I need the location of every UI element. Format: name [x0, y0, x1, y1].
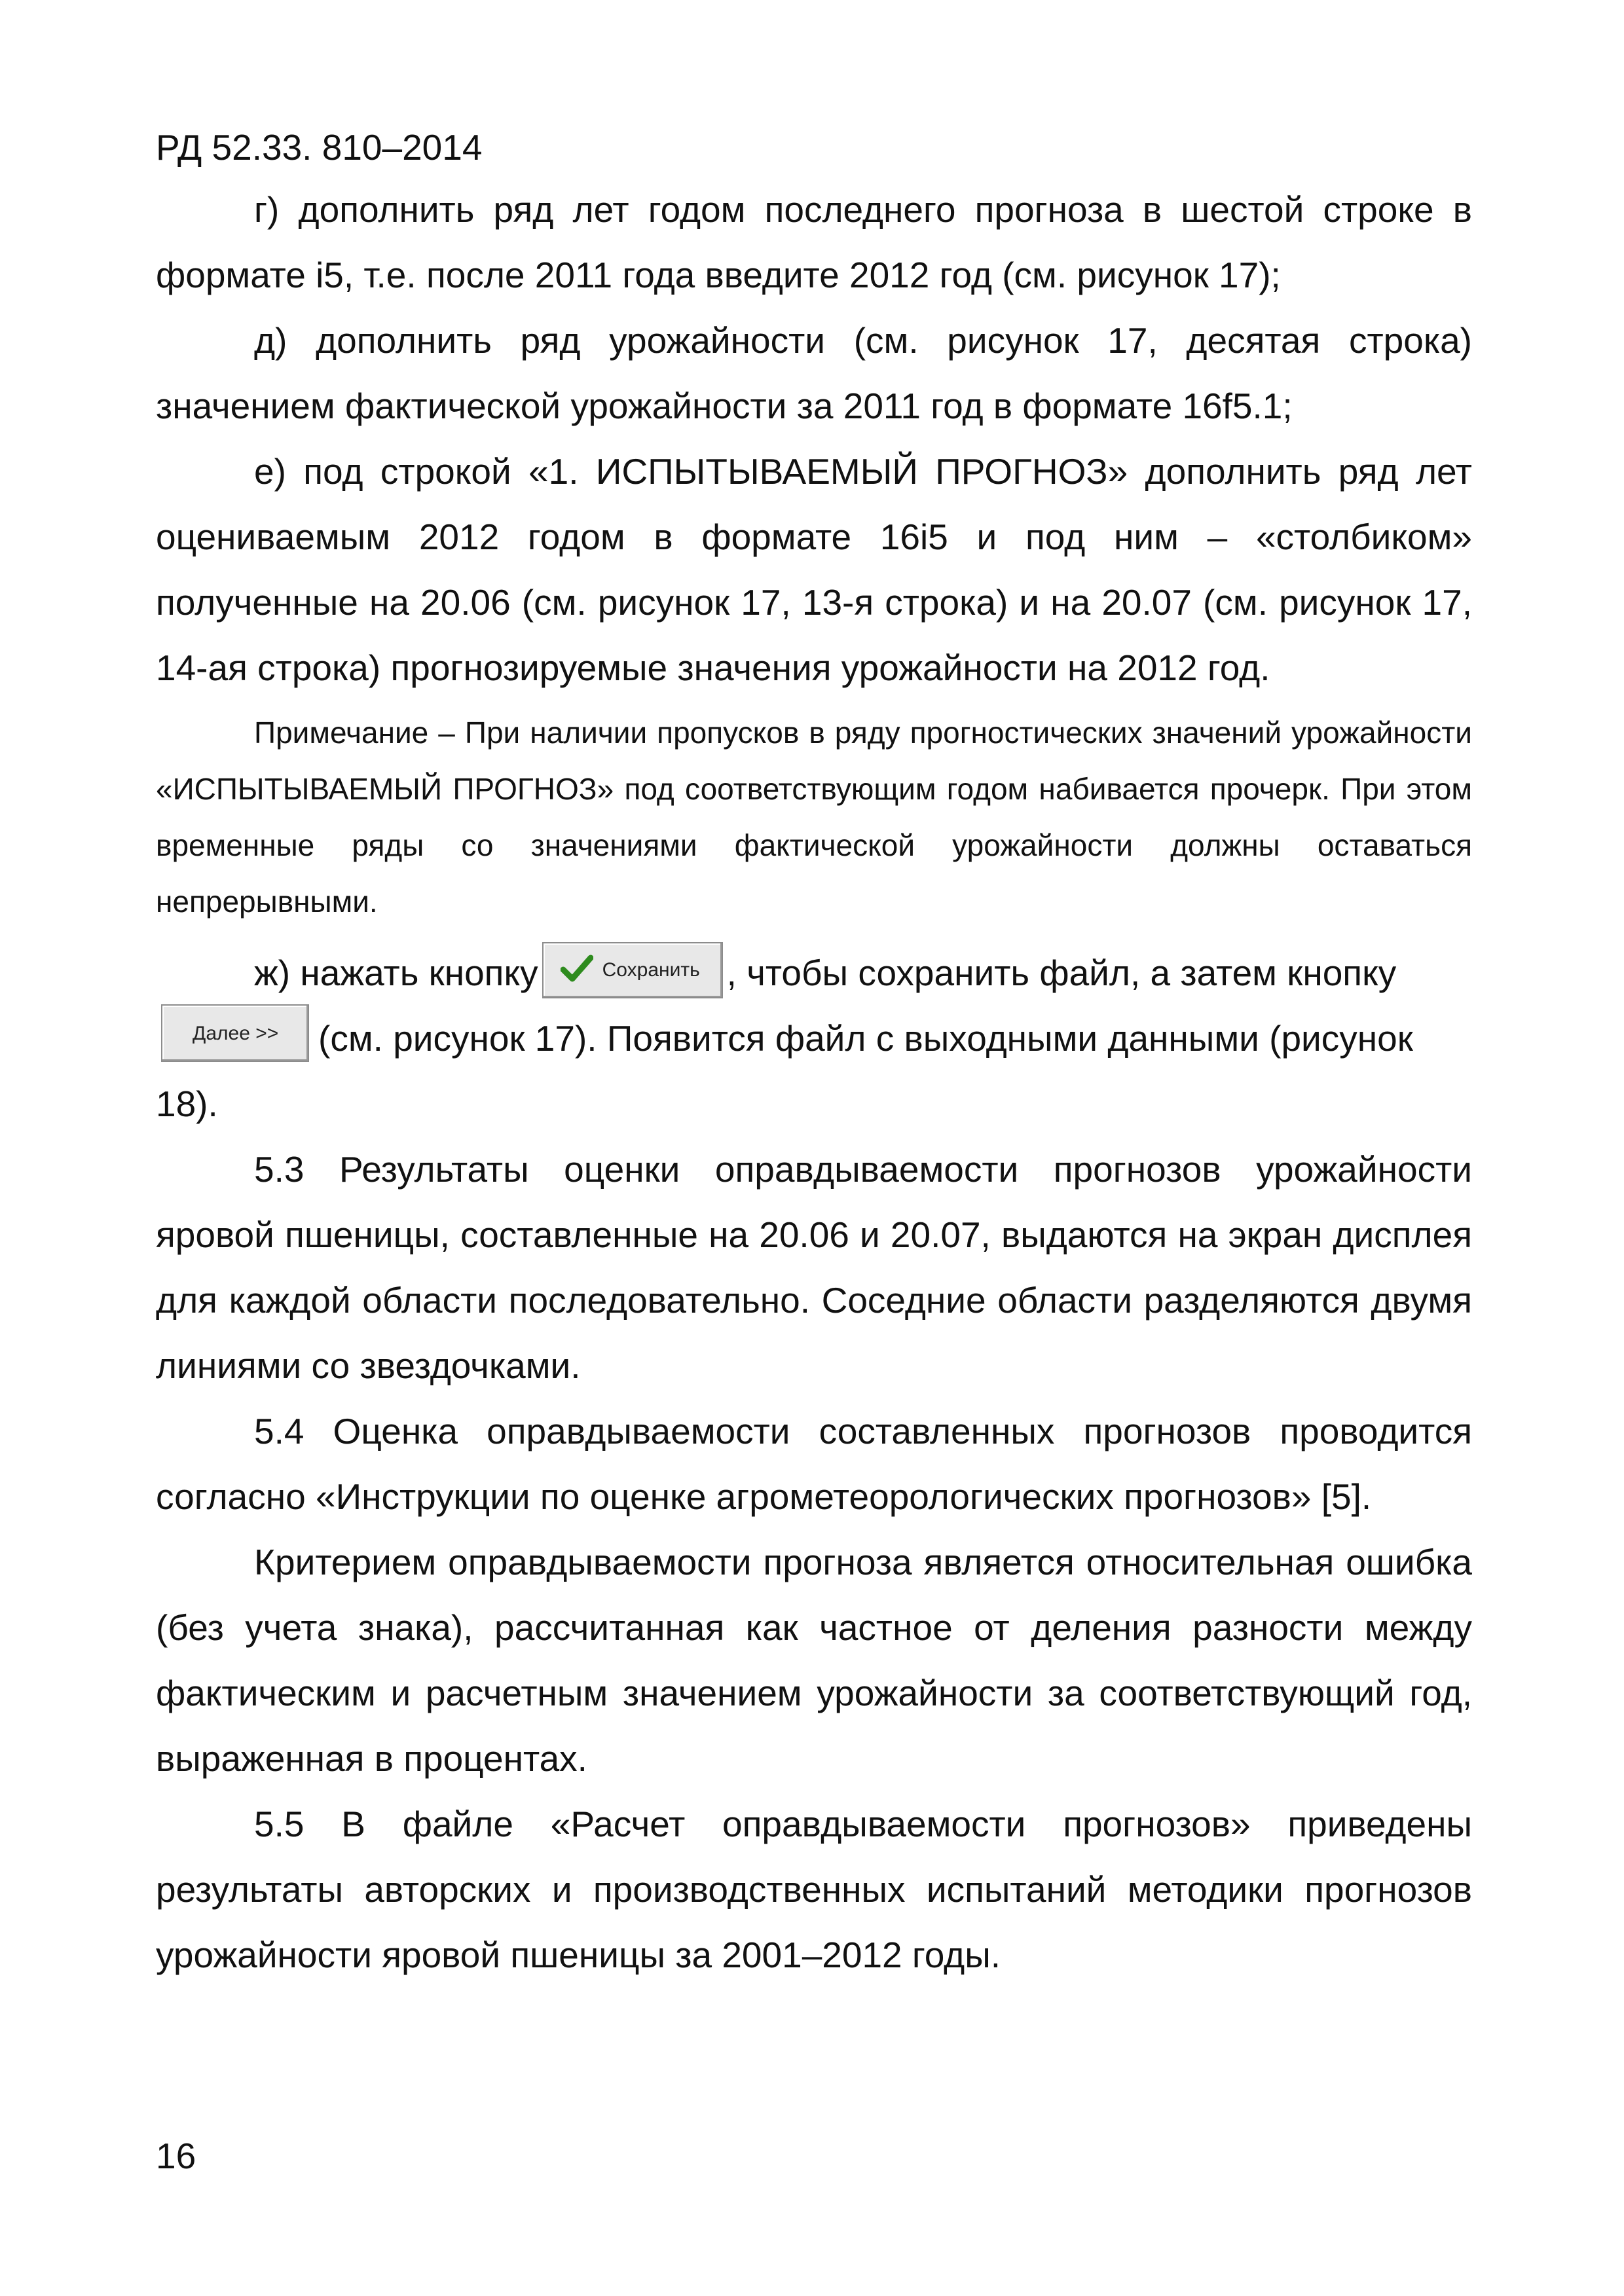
checkmark-icon [561, 954, 593, 983]
paragraph-d: д) дополнить ряд урожайности (см. рисунок 17, десятая строка) значением фактической урожайности за 2011 год в формате 16f5.1; [156, 320, 1472, 426]
paragraph-5-5: 5.5 В файле «Расчет оправдываемости прогнозов» приведены результаты авторских и производственных испытаний методики прогнозов урожайности яровой пшеницы за 2001–2012 годы. [156, 1804, 1472, 1975]
page-number: 16 [156, 2136, 196, 2176]
next-button-label: Далее >> [193, 1023, 279, 1045]
paragraph-5-4: 5.4 Оценка оправдываемости составленных прогнозов проводится согласно «Инструкции по оценке агрометеорологических прогнозов» [5]. [156, 1411, 1472, 1517]
zh-text-2: , чтобы сохранить файл, а затем кнопку [726, 953, 1397, 993]
paragraph-5-3: 5.3 Результаты оценки оправдываемости прогнозов урожайности яровой пшеницы, составленные на 20.06 и 20.07, выдаются на экран дисплея для каждой области последовательно. Соседние области разделяются двумя линиями со звездочками. [156, 1149, 1472, 1386]
save-button[interactable] [542, 942, 723, 998]
paragraph-criterion: Критерием оправдываемости прогноза является относительная ошибка (без учета знака), рассчитанная как частное от деления разности между фактическим и расчетным значением урожайности за соответствующий год, выраженная в процентах. [156, 1542, 1472, 1779]
note: Примечание – При наличии пропусков в ряду прогностических значений урожайности «ИСПЫТЫВАЕМЫЙ ПРОГНОЗ» под соответствующим годом набивается прочерк. При этом временные ряды со значениями фактической урожайности должны оставаться непрерывными. [156, 716, 1472, 919]
save-button-label: Сохранить [602, 959, 700, 981]
paragraph-zh [156, 940, 1472, 1137]
paragraph-e: е) под строкой «1. ИСПЫТЫВАЕМЫЙ ПРОГНОЗ» дополнить ряд лет оцениваемым 2012 годом в формате 16i5 и под ним – «столбиком» полученные на 20.06 (см. рисунок 17, 13-я строка) и на 20.07 (см. рисунок 17, 14-ая строка) прогнозируемые значения урожайности на 2012 год. [156, 451, 1472, 688]
zh-text-1: ж) нажать кнопку [254, 953, 538, 993]
document-page [156, 124, 1472, 1988]
paragraph-g: г) дополнить ряд лет годом последнего прогноза в шестой строке в формате i5, т.е. после 2011 года введите 2012 год (см. рисунок 17); [156, 189, 1472, 295]
document-header: РД 52.33. 810–2014 [156, 127, 483, 168]
zh-text-3: (см. рисунок 17). Появится файл с выходными данными (рисунок 18). [156, 1018, 1413, 1124]
next-button[interactable] [161, 1004, 309, 1062]
